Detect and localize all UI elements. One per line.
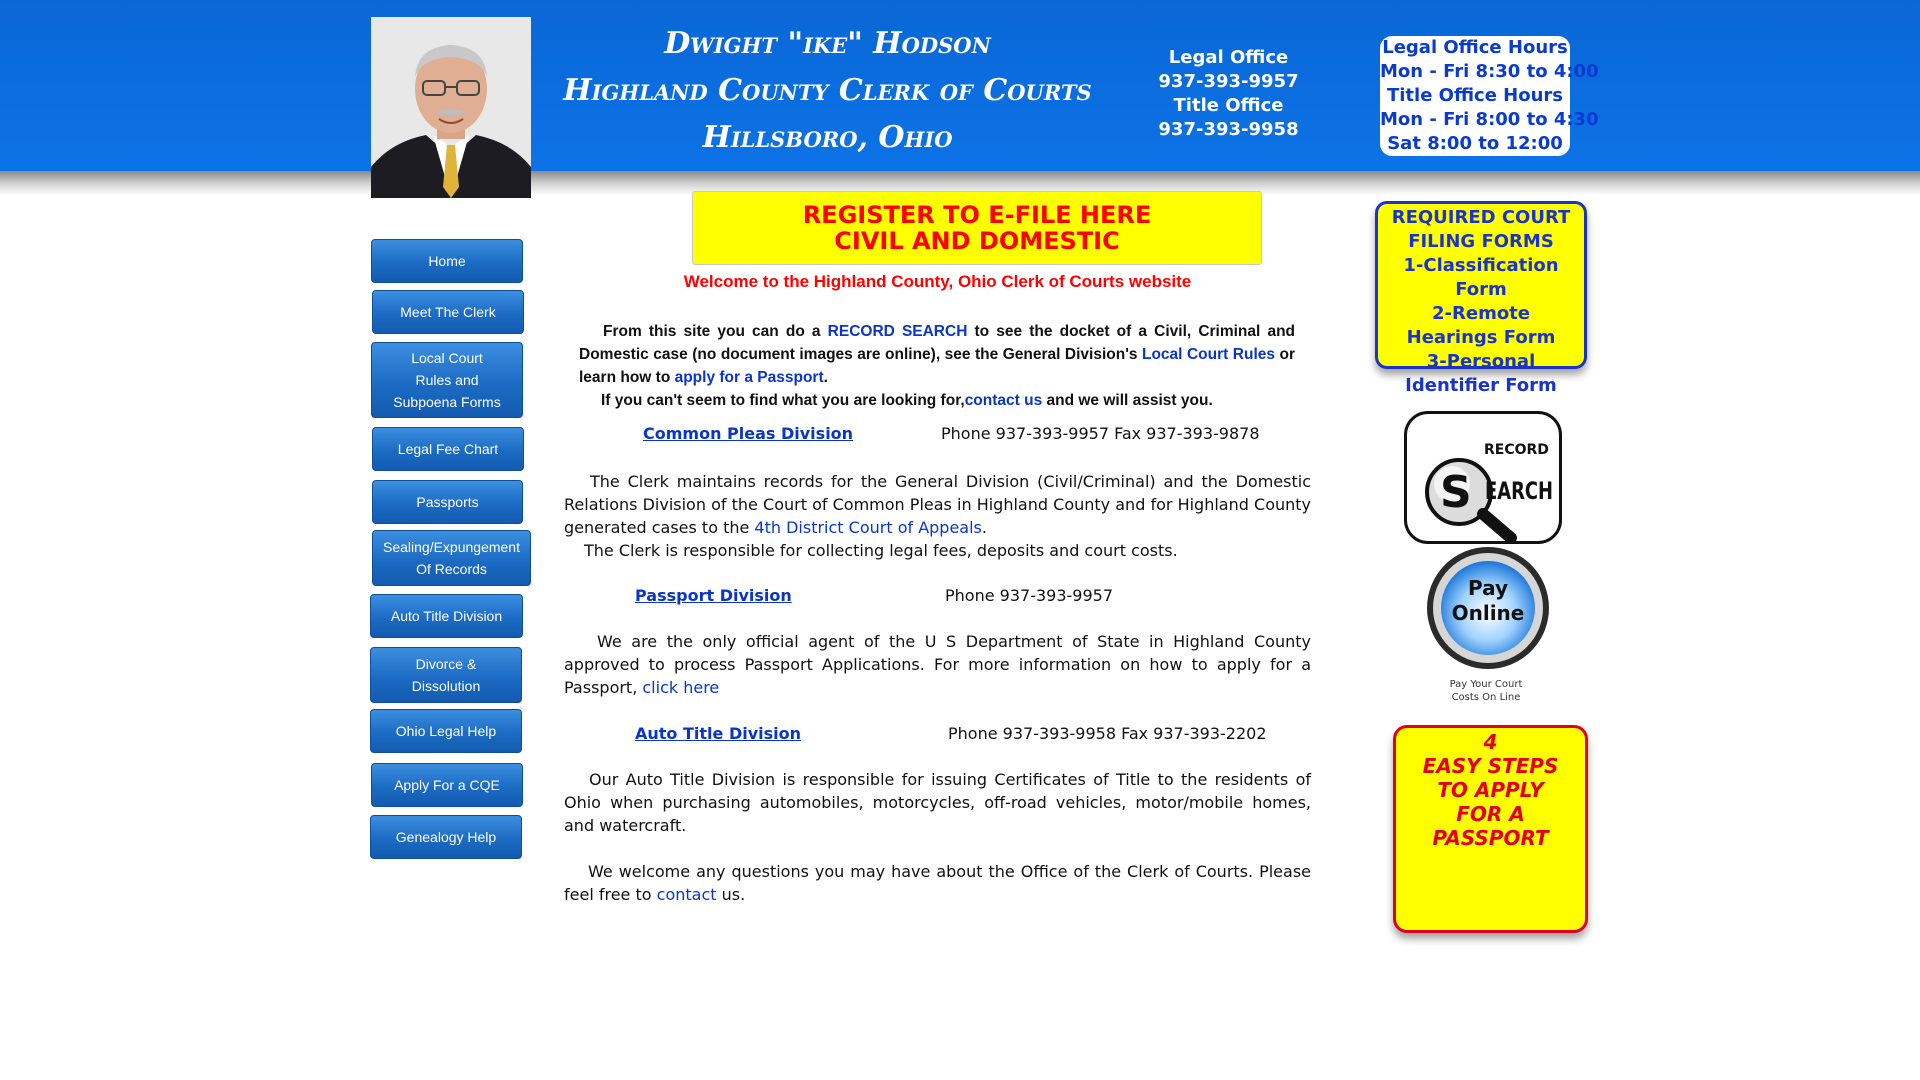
closing-text-a: We welcome any questions you may have about the Office of the Clerk of Courts. Please feel free to bbox=[564, 862, 1311, 904]
passport-steps-line3: TO APPLY bbox=[1437, 778, 1544, 802]
nav-apply-for-cqe[interactable]: Apply For a CQE bbox=[371, 763, 523, 807]
auto-title-text bbox=[564, 768, 1311, 837]
intro-text bbox=[579, 320, 1295, 412]
passport-steps-line4: FOR A bbox=[1456, 802, 1525, 826]
passport-steps-number: 4 bbox=[1483, 730, 1498, 754]
passport-phone: Phone 937-393-9957 bbox=[945, 586, 1113, 605]
passport-click-here-link[interactable]: click here bbox=[642, 678, 720, 697]
apply-passport-link[interactable]: apply for a Passport bbox=[674, 369, 824, 386]
auto-title-heading-link[interactable]: Auto Title Division bbox=[635, 724, 802, 743]
pay-online-caption1: Pay Your Court bbox=[1449, 679, 1523, 690]
intro-text-c: or learn how to bbox=[579, 346, 1295, 386]
nav-home[interactable]: Home bbox=[371, 239, 523, 283]
record-search-button[interactable] bbox=[1404, 411, 1562, 544]
pay-online-icon bbox=[1425, 545, 1555, 705]
required-forms-box bbox=[1375, 201, 1587, 396]
common-pleas-text-a: The Clerk maintains records for the General Division (Civil/Criminal) and the Domestic Relations Division of the Court of Common Pleas in Highland County and for Highland County generated cases to the bbox=[564, 472, 1311, 537]
record-badge-s: S bbox=[1440, 467, 1472, 518]
forms-title-line1: REQUIRED COURT bbox=[1391, 207, 1571, 228]
nav-auto-title-division[interactable]: Auto Title Division bbox=[370, 594, 523, 638]
clerk-photo bbox=[371, 17, 531, 198]
title-line-name: Dwight "ike" Hodson bbox=[664, 26, 991, 61]
appeals-court-link[interactable]: 4th District Court of Appeals bbox=[754, 518, 982, 537]
pay-online-line2: Online bbox=[1451, 601, 1525, 625]
legal-hours: Mon - Fri 8:30 to 4:00 bbox=[1380, 61, 1599, 82]
record-badge-small-text: RECORD bbox=[1484, 442, 1549, 458]
common-pleas-text-b: . bbox=[981, 518, 987, 537]
closing-text bbox=[564, 860, 1311, 906]
legal-office-phone: 937-393-9957 bbox=[1158, 71, 1299, 92]
closing-text-b: us. bbox=[716, 885, 746, 904]
local-court-rules-link[interactable]: Local Court Rules bbox=[1142, 346, 1275, 363]
common-pleas-fees-text: The Clerk is responsible for collecting legal fees, deposits and court costs. bbox=[584, 541, 1178, 560]
title-office-label: Title Office bbox=[1173, 95, 1284, 116]
nav-local-court-rules[interactable]: Local Court Rules and Subpoena Forms bbox=[371, 342, 523, 418]
nav-meet-the-clerk[interactable]: Meet The Clerk bbox=[372, 290, 524, 334]
personal-identifier-form-link[interactable]: 3-Personal Identifier Form bbox=[1405, 351, 1557, 396]
intro-text-b: to see the docket of a Civil, Criminal and Domestic case (no document images are online), see the General Division's bbox=[579, 323, 1296, 363]
magnifier-icon bbox=[1407, 414, 1559, 541]
auto-title-phone: Phone 937-393-9958 Fax 937-393-2202 bbox=[948, 724, 1267, 743]
intro-help-b: and we will assist you. bbox=[1042, 392, 1213, 409]
efile-register-banner[interactable] bbox=[692, 191, 1262, 265]
record-search-link[interactable]: RECORD SEARCH bbox=[827, 323, 968, 340]
nav-divorce-dissolution[interactable]: Divorce & Dissolution bbox=[370, 647, 522, 703]
common-pleas-phone: Phone 937-393-9957 Fax 937-393-9878 bbox=[941, 424, 1260, 443]
record-badge-search-text: EARCH bbox=[1485, 477, 1553, 505]
efile-line-civil-domestic: CIVIL AND DOMESTIC bbox=[834, 227, 1120, 255]
nav-ohio-legal-help[interactable]: Ohio Legal Help bbox=[370, 709, 522, 753]
title-hours: Mon - Fri 8:00 to 4:30 bbox=[1380, 109, 1599, 130]
passport-heading-link[interactable]: Passport Division bbox=[635, 586, 792, 605]
closing-contact-link[interactable]: contact bbox=[656, 885, 717, 904]
nav-passports[interactable]: Passports bbox=[372, 480, 523, 524]
nav-legal-fee-chart[interactable]: Legal Fee Chart bbox=[372, 427, 524, 471]
title-office-phone: 937-393-9958 bbox=[1158, 119, 1299, 140]
common-pleas-text bbox=[564, 470, 1311, 562]
passport-steps-line2: EASY STEPS bbox=[1422, 754, 1559, 778]
remote-hearings-form-link[interactable]: 2-Remote Hearings Form bbox=[1406, 303, 1556, 348]
nav-sealing-expungement[interactable]: Sealing/Expungement Of Records bbox=[372, 530, 531, 586]
pay-online-caption2: Costs On Line bbox=[1451, 692, 1521, 703]
auto-title-paragraph: Our Auto Title Division is responsible for issuing Certificates of Title to the residents of Ohio when purchasing automobiles, motorcycles, off-road vehicles, motor/mobile homes, and watercraft. bbox=[564, 770, 1311, 835]
site-title bbox=[560, 20, 1095, 161]
office-hours-box bbox=[1380, 36, 1599, 156]
saturday-hours: Sat 8:00 to 12:00 bbox=[1387, 133, 1563, 154]
office-phones bbox=[1150, 46, 1307, 142]
classification-form-link[interactable]: 1-Classification Form bbox=[1403, 255, 1559, 300]
welcome-message: Welcome to the Highland County, Ohio Clerk of Courts website bbox=[683, 272, 1192, 291]
title-line-office: Highland County Clerk of Courts bbox=[563, 73, 1092, 108]
intro-text-d: . bbox=[823, 369, 828, 386]
passport-text bbox=[564, 630, 1311, 699]
pay-online-button[interactable] bbox=[1425, 545, 1555, 705]
passport-steps-box[interactable] bbox=[1393, 725, 1588, 933]
passport-steps-line5: PASSPORT bbox=[1432, 826, 1549, 850]
forms-title-line2: FILING FORMS bbox=[1408, 231, 1554, 252]
pay-online-line1: Pay bbox=[1467, 576, 1509, 600]
passport-text-a: We are the only official agent of the U S Department of State in Highland County approved to process Passport Applications. For more information on how to apply for a Passport, bbox=[564, 632, 1311, 697]
legal-hours-label: Legal Office Hours bbox=[1382, 37, 1568, 58]
legal-office-label: Legal Office bbox=[1168, 47, 1289, 68]
efile-line-register: REGISTER TO E-FILE HERE bbox=[802, 201, 1152, 229]
common-pleas-heading-link[interactable]: Common Pleas Division bbox=[643, 424, 854, 443]
title-line-location: Hillsboro, Ohio bbox=[702, 120, 953, 155]
intro-text-a: From this site you can do a bbox=[603, 323, 828, 340]
nav-genealogy-help[interactable]: Genealogy Help bbox=[370, 815, 522, 859]
intro-help-a: If you can't seem to find what you are looking for, bbox=[601, 392, 965, 409]
title-hours-label: Title Office Hours bbox=[1386, 85, 1564, 106]
contact-us-link[interactable]: contact us bbox=[964, 392, 1043, 409]
